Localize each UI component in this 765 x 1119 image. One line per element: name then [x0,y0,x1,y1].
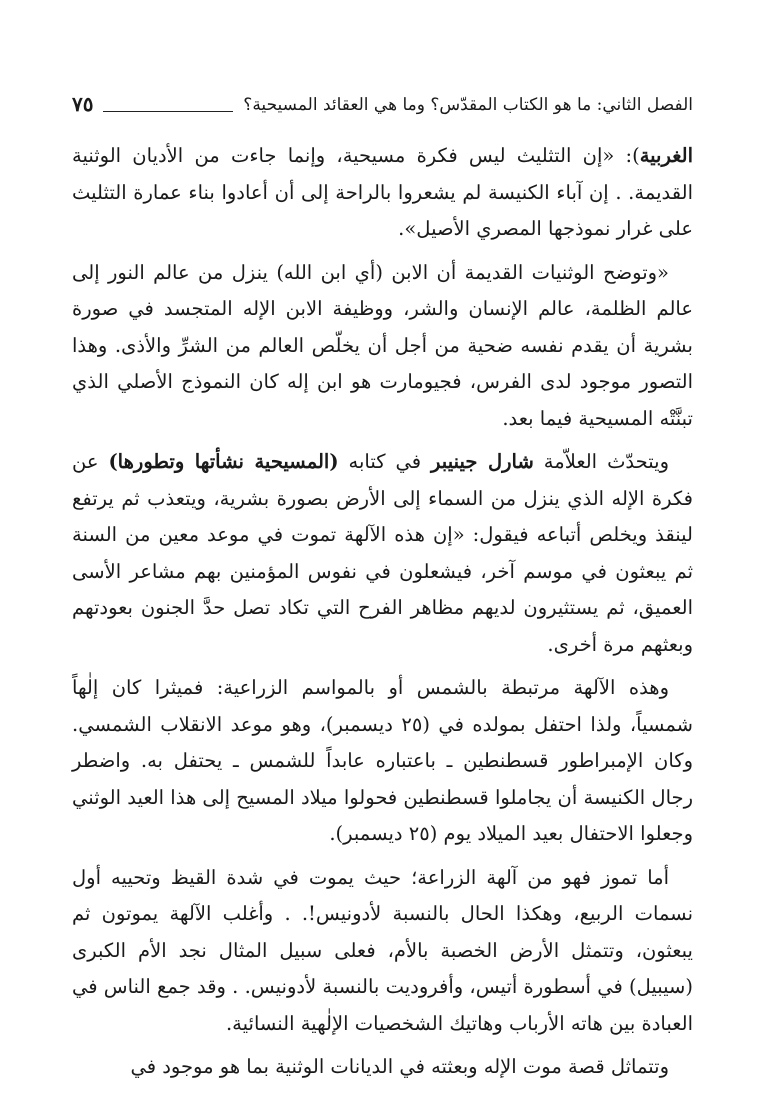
paragraph-text: وهذه الآلهة مرتبطة بالشمس أو بالمواسم الزراعية: فميثرا كان إلٰهاً شمسياً، ولذا احتفل بمولده في (٢٥ ديسمبر)، وهو موعد الانقلاب الشمسي. وكان الإمبراطور قسطنطين ـ باعتباره عابداً للشمس ـ يحتفل به. واضطر رجال الكنيسة أن يجاملوا قسطنطين فحولوا ميلاد المسيح إلى هذا العيد الوثني وجعلوا الاحتفال بعيد الميلاد يوم (٢٥ ديسمبر). [72,676,693,845]
book-title: (المسيحية نشأتها وتطورها) [108,450,339,473]
paragraph-text: ): «إن التثليث ليس فكرة مسيحية، وإنما جاءت من الأديان الوثنية القديمة. . إن آباء الكنيسة لم يشعروا بالراحة إلى أن أعادوا بناء عمارة التثليث على غرار نموذجها المصري الأصيل». [72,144,693,240]
page-number: ٧٥ [72,92,94,116]
paragraph-text: في كتابه [338,450,432,473]
paragraph-5 [72,860,693,1043]
paragraph-text: أما تموز فهو من آلهة الزراعة؛ حيث يموت في شدة القيظ وتحييه أول نسمات الربيع، وهكذا الحال بالنسبة لأدونيس!. . وأغلب الآلهة يموتون ثم يبعثون، وتتمثل الأرض الخصبة بالأم، فعلى سبيل المثال نجد الأم الكبرى (سيبيل) في أسطورة أتيس، وأفروديت بالنسبة لأدونيس. . وقد جمع الناس في العبادة بين هاته الأرباب وهاتيك الشخصيات الإلٰهية النسائية. [72,865,693,1035]
paragraph-text: ويتحدّث العلاّمة [533,450,669,473]
chapter-title: الفصل الثاني: ما هو الكتاب المقدّس؟ وما هي العقائد المسيحية؟ [243,95,693,115]
paragraph-text: «وتوضح الوثنيات القديمة أن الابن (أي ابن الله) ينزل من عالم النور إلى عالم الظلمة، عالم الإنسان والشر، ووظيفة الابن الإله المتجسد في صورة بشرية أن يقدم نفسه ضحية من أجل أن يخلّص العالم من الشرِّ والأذى. وهذا التصور موجود لدى الفرس، فجيومارت هو ابن إله كان النموذج الأصلي الذي تبنَّتْه المسيحية فيما بعد. [72,260,693,430]
paragraph-text: وتتماثل قصة موت الإله وبعثته في الديانات الوثنية بما هو موجود في [130,1055,669,1078]
paragraph-4 [72,670,693,853]
running-header [72,86,693,120]
body-text [72,138,693,1093]
paragraph-6 [72,1049,693,1086]
paragraph-text: عن فكرة الإله الذي ينزل من السماء إلى الأرض بصورة بشرية، ويتعذب ثم يرتفع لينقذ ويخلص أتباعه فيقول: «إن هذه الآلهة تموت في موعد معين من السنة ثم يبعثون في موسم آخر، فيشعلون في نفوس المؤمنين بهم مشاعر الأسى العميق، ثم يستثيرون لديهم مظاهر الفرح التي تكاد تصل حدَّ الجنون بعودتهم وبعثهم مرة أخرى. [72,450,693,656]
header-rule [103,111,233,112]
author-name: شارل جينيبر [431,450,534,473]
paragraph-2 [72,255,693,438]
paragraph-1 [72,138,693,248]
paragraph-3 [72,444,693,663]
bold-term: الغربية [639,144,693,167]
